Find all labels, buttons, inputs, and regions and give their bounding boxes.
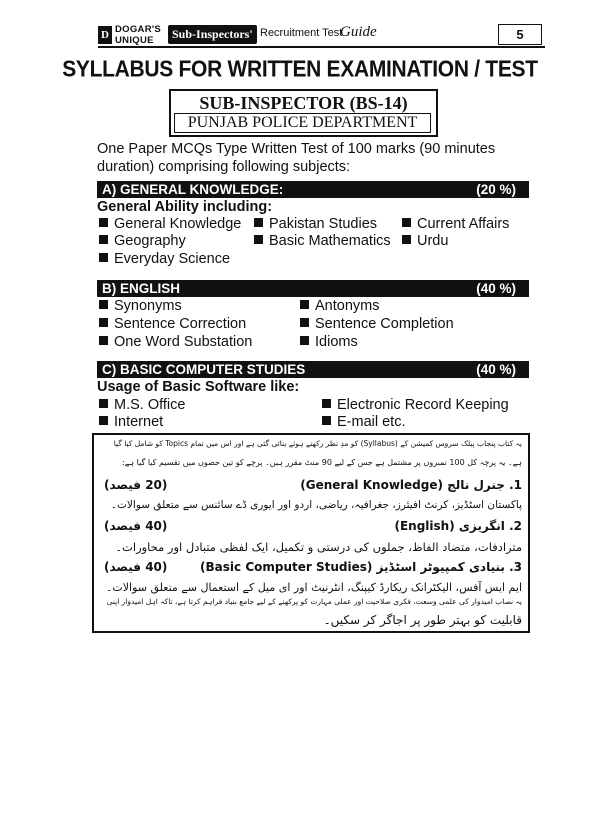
section-c-heading: C) BASIC COMPUTER STUDIES [102,362,306,377]
department-name: PUNJAB POLICE DEPARTMENT [187,114,418,131]
urdu-section-3-marks: (40 فیصد) [104,560,168,574]
section-c-percent: (40 %) [476,362,516,377]
urdu-outro-line-2: قابلیت کو بہتر طور پر اجاگر کر سکیں۔ [323,613,522,627]
bullet-square-icon [99,399,108,408]
section-b-heading-bar [97,280,529,297]
bullet-square-icon [99,318,108,327]
bullet-square-icon [322,416,331,425]
bullet-square-icon [402,218,411,227]
department-box [174,113,431,133]
section-c-heading-bar [97,361,529,378]
header-rule [98,46,545,48]
urdu-section-3-title: 3. بنیادی کمپیوٹر اسٹڈیز (Basic Computer Studies) [200,560,522,574]
running-header [98,22,543,48]
list-item: Internet [99,414,163,430]
bullet-square-icon [300,318,309,327]
bullet-square-icon [300,336,309,345]
list-item: Urdu [402,233,448,249]
publisher-logo [98,24,166,46]
list-item: Antonyms [300,298,379,314]
list-item: E-mail etc. [322,414,406,430]
bullet-square-icon [99,253,108,262]
post-rank: SUB-INSPECTOR (BS-14) [199,93,408,113]
section-a-heading: A) GENERAL KNOWLEDGE: [102,182,284,197]
list-item: Pakistan Studies [254,216,377,232]
logo-mark-icon: D [98,26,112,44]
list-item: Synonyms [99,298,182,314]
bullet-square-icon [254,235,263,244]
intro-line-2: duration) comprising following subjects: [97,159,351,175]
list-item: Current Affairs [402,216,509,232]
urdu-section-1-marks: (20 فیصد) [104,478,168,492]
list-item: Sentence Correction [99,316,246,332]
section-a-heading-bar [97,181,529,198]
section-a-percent: (20 %) [476,182,516,197]
bullet-square-icon [300,300,309,309]
bullet-square-icon [322,399,331,408]
book-subtitle: Recruitment Test [260,27,343,39]
urdu-section-2-marks: (40 فیصد) [104,519,168,533]
bullet-square-icon [99,235,108,244]
list-item: Geography [99,233,186,249]
urdu-section-1-title: 1. جنرل نالج (General Knowledge) [300,478,522,492]
list-item: M.S. Office [99,397,185,413]
bullet-square-icon [99,416,108,425]
urdu-section-2-body: مترادفات، متضاد الفاظ، جملوں کی درستی و تکمیل، ایک لفظی متبادل اور محاورات۔ [115,540,522,554]
intro-line-1: One Paper MCQs Type Written Test of 100 marks (90 minutes [97,141,496,157]
list-item: Sentence Completion [300,316,454,332]
list-item: Electronic Record Keeping [322,397,509,413]
logo-line-1: DOGAR'S [115,24,162,35]
urdu-section-2-title: 2. انگریزی (English) [394,519,522,533]
urdu-section-3-body: ایم ایس آفس، الیکٹرانک ریکارڈ کیپنگ، انٹرنیٹ اور ای میل کے استعمال سے متعلق سوالات۔ [105,581,522,594]
section-b-heading: B) ENGLISH [102,281,181,296]
list-item: One Word Substation [99,334,252,350]
page-number: 5 [498,24,542,45]
section-a-subheading: General Ability including: [97,199,273,215]
post-box [169,89,438,137]
list-item: Everyday Science [99,251,230,267]
bullet-square-icon [99,218,108,227]
book-badge: Sub-Inspectors' [168,25,257,44]
list-item: Basic Mathematics [254,233,391,249]
section-b-percent: (40 %) [476,281,516,296]
bullet-square-icon [99,300,108,309]
urdu-intro-line-2: ہے۔ یہ پرچہ کل 100 نمبروں پر مشتمل ہے جس کے لیے 90 منٹ مقرر ہیں۔ پرچے کو تین حصوں میں تقسیم کیا گیا ہے: [122,458,522,467]
bullet-square-icon [254,218,263,227]
page-title: SYLLABUS FOR WRITTEN EXAMINATION / TEST [62,56,538,83]
list-item: Idioms [300,334,358,350]
urdu-section-1-body: پاکستان اسٹڈیز، کرنٹ افیئرز، جغرافیہ، ریاضی، اردو اور ایوری ڈے سائنس سے متعلق سوالات۔ [110,499,522,511]
bullet-square-icon [402,235,411,244]
section-c-subheading: Usage of Basic Software like: [97,379,300,395]
logo-line-2: UNIQUE [115,35,154,46]
urdu-intro-line-1: یہ کتاب پنجاب پبلک سروس کمیشن کے (Syllabus) کو مدِ نظر رکھتے ہوئے بنائی گئی ہے اور اس میں تمام Topics کو شامل کیا گیا [113,439,522,448]
urdu-outro-line-1: یہ نصاب امیدوار کی علمی وسعت، فکری صلاحیت اور عملی مہارت کو پرکھنے کے لیے جامع بنیاد فراہم کرتا ہے، تاکہ اہل امیدوار اپنی [106,597,522,606]
list-item: General Knowledge [99,216,241,232]
bullet-square-icon [99,336,108,345]
intro-paragraph [97,140,537,176]
urdu-summary-box [92,433,530,633]
guide-label: Guide [340,24,377,40]
